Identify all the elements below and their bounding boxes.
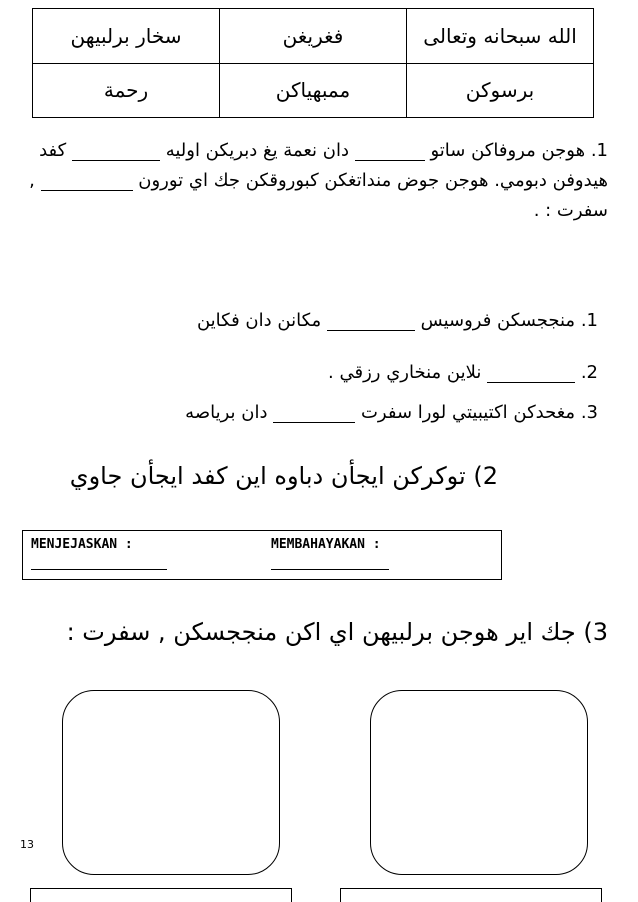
answer-blank[interactable] bbox=[327, 330, 415, 331]
vocab-cell: سخار برلبيهن bbox=[33, 9, 220, 64]
list-number: 2. bbox=[580, 362, 598, 383]
answer-label: MENJEJASKAN : bbox=[31, 537, 133, 552]
question1-line1 bbox=[39, 140, 608, 161]
answer-blank[interactable] bbox=[273, 422, 355, 423]
table-row bbox=[33, 9, 594, 64]
drawing-box[interactable] bbox=[370, 690, 588, 875]
list-text: مغحدكن اكتيبيتي لورا سفرت bbox=[360, 402, 576, 423]
answer-line[interactable] bbox=[271, 569, 389, 570]
list-text: دان برياصه bbox=[185, 402, 268, 423]
list-text: مكانن دان فكاين bbox=[196, 310, 322, 331]
answer-label: MEMBAHAYAKAN : bbox=[271, 537, 381, 552]
list-number: 3. bbox=[580, 402, 598, 423]
vocab-cell: ممبهياكن bbox=[220, 63, 407, 118]
question-text: , bbox=[29, 170, 35, 191]
answer-blank[interactable] bbox=[41, 190, 133, 191]
list-number: 1. bbox=[580, 310, 598, 331]
question-text: هيدوفن دبومي. هوجن جوض منداتغكن كبوروقكن جك اي تورون bbox=[138, 170, 608, 191]
vocab-cell: برسوكن bbox=[407, 63, 594, 118]
question-text: كفد bbox=[39, 140, 67, 161]
vocab-cell: رحمة bbox=[33, 63, 220, 118]
answer-blank[interactable] bbox=[355, 160, 425, 161]
question-number: 1. bbox=[590, 140, 608, 161]
caption-box[interactable] bbox=[340, 888, 602, 902]
caption-box[interactable] bbox=[30, 888, 292, 902]
vocab-cell: فغريغن bbox=[220, 9, 407, 64]
answer-box bbox=[22, 530, 502, 580]
question-text: سفرت : . bbox=[533, 200, 608, 221]
list-item bbox=[197, 310, 598, 331]
drawing-box[interactable] bbox=[62, 690, 280, 875]
answer-blank[interactable] bbox=[487, 382, 575, 383]
question-text: هوجن مروفاكن ساتو bbox=[430, 140, 586, 161]
answer-line[interactable] bbox=[31, 569, 167, 570]
section-heading-3: 3) جك اير هوجن برلبيهن اي اكن منججسكن , سفرت : bbox=[66, 618, 608, 646]
section-heading-2: 2) توكركن ايجأن دباوه اين كفد ايجأن جاوي bbox=[69, 462, 498, 490]
question-text: دان نعمة يغ دبريكن اوليه bbox=[165, 140, 350, 161]
vocab-cell: الله سبحانه وتعالى bbox=[407, 9, 594, 64]
list-text: نلاين منخاري رزقي . bbox=[328, 362, 482, 383]
question1-line2 bbox=[29, 170, 608, 191]
list-text: منججسكن فروسيس bbox=[420, 310, 576, 331]
question1-line3 bbox=[534, 200, 608, 221]
page-number: 13 bbox=[20, 838, 34, 851]
answer-blank[interactable] bbox=[72, 160, 160, 161]
table-row bbox=[33, 63, 594, 118]
vocabulary-table bbox=[32, 8, 594, 118]
list-item bbox=[185, 402, 598, 423]
list-item bbox=[328, 362, 598, 383]
